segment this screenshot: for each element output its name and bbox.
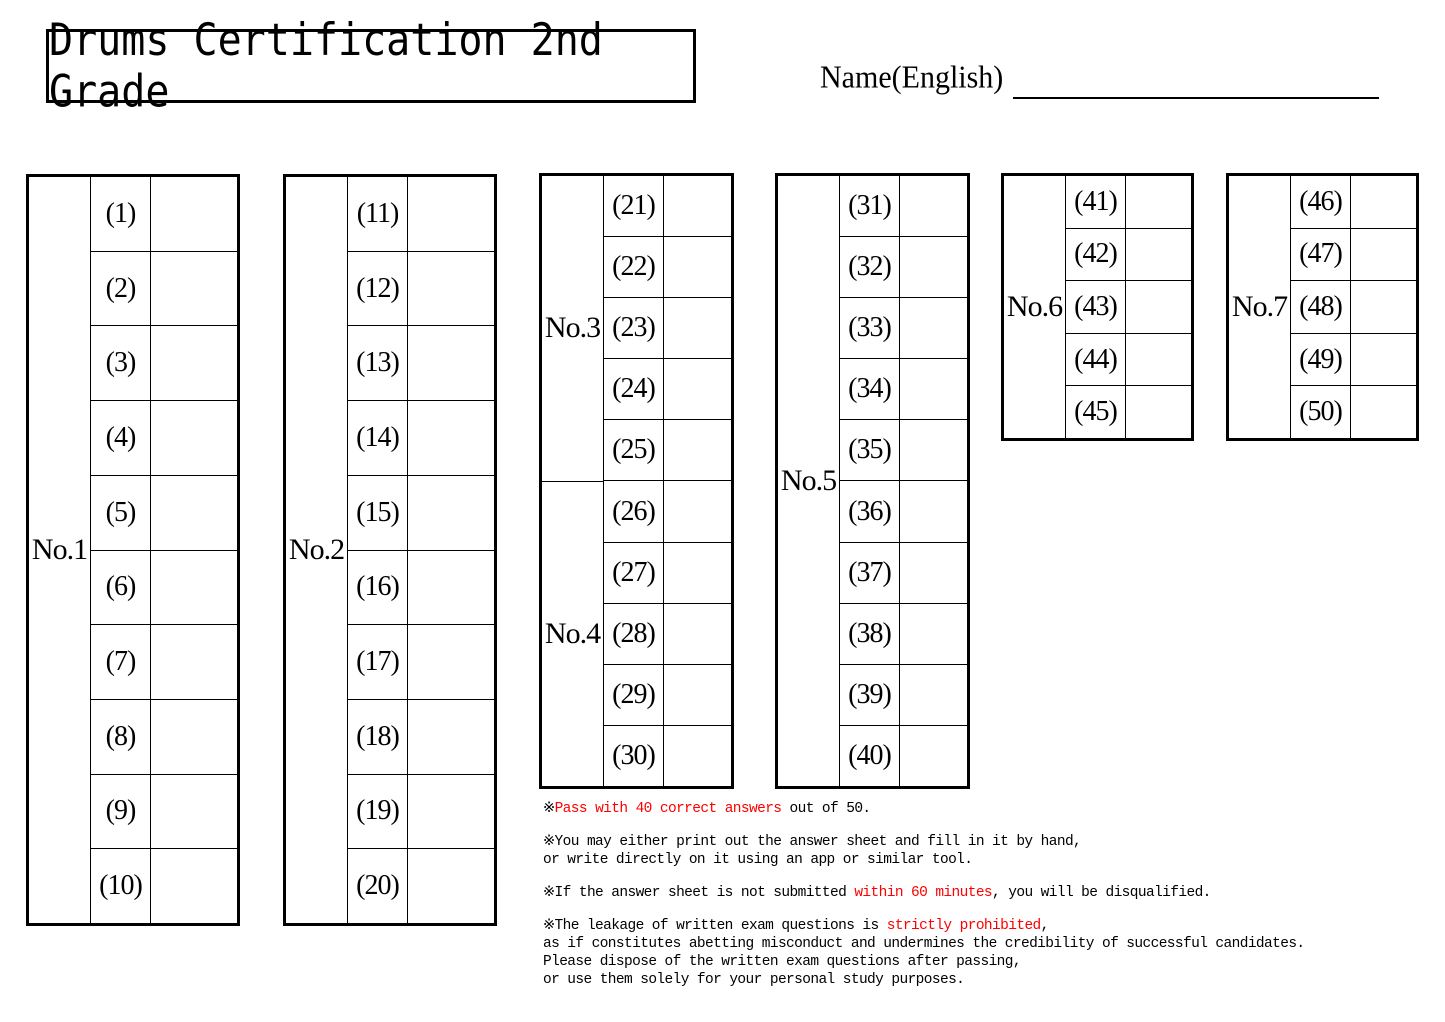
- answer-box[interactable]: [664, 481, 731, 541]
- question-number: (10): [91, 849, 151, 923]
- question-row: [1291, 333, 1416, 386]
- answer-box[interactable]: [1126, 229, 1191, 281]
- question-number: (21): [604, 176, 664, 236]
- question-number: (4): [91, 401, 151, 475]
- note-time-suffix: , you will be disqualified.: [992, 885, 1211, 901]
- answer-box[interactable]: [1351, 281, 1416, 333]
- answer-block: [775, 173, 970, 789]
- note-time-prefix: ※If the answer sheet is not submitted: [543, 885, 855, 901]
- answer-box[interactable]: [1351, 176, 1416, 228]
- question-number: (5): [91, 476, 151, 550]
- answer-box[interactable]: [664, 176, 731, 236]
- note-leak: [543, 917, 1423, 989]
- answer-box[interactable]: [151, 401, 237, 475]
- answer-box[interactable]: [151, 551, 237, 625]
- answer-box[interactable]: [900, 604, 967, 664]
- answer-box[interactable]: [151, 326, 237, 400]
- question-number: (46): [1291, 176, 1351, 228]
- question-number: (50): [1291, 386, 1351, 438]
- question-row: [840, 603, 967, 664]
- answer-box[interactable]: [408, 700, 494, 774]
- question-number: (34): [840, 359, 900, 419]
- answer-box[interactable]: [1126, 176, 1191, 228]
- answer-box[interactable]: [664, 726, 731, 786]
- question-number: (35): [840, 420, 900, 480]
- question-row: [91, 774, 237, 849]
- group-label: No.2: [288, 533, 345, 566]
- group-label: No.3: [544, 311, 601, 345]
- question-number: (28): [604, 604, 664, 664]
- question-row: [348, 624, 494, 699]
- answer-block: [1001, 173, 1194, 441]
- note-pass-highlight: Pass with 40 correct answers: [554, 801, 782, 817]
- answer-box[interactable]: [408, 849, 494, 923]
- answer-box[interactable]: [151, 252, 237, 326]
- answer-box[interactable]: [664, 543, 731, 603]
- question-number: (7): [91, 625, 151, 699]
- question-number: (39): [840, 665, 900, 725]
- answer-box[interactable]: [1126, 281, 1191, 333]
- question-rows: [840, 176, 967, 786]
- group-label: No.1: [31, 533, 88, 566]
- question-number: (40): [840, 726, 900, 786]
- question-row: [91, 624, 237, 699]
- answer-box[interactable]: [1126, 334, 1191, 386]
- answer-box[interactable]: [151, 177, 237, 251]
- question-row: [348, 400, 494, 475]
- question-number: (17): [348, 625, 408, 699]
- answer-box[interactable]: [900, 665, 967, 725]
- group-label: No.5: [780, 464, 837, 497]
- answer-box[interactable]: [151, 700, 237, 774]
- question-number: (38): [840, 604, 900, 664]
- question-number: (26): [604, 481, 664, 541]
- question-row: [604, 603, 731, 664]
- answer-box[interactable]: [664, 604, 731, 664]
- note-leak-prefix: ※The leakage of written exam questions is: [543, 918, 887, 934]
- question-row: [348, 774, 494, 849]
- answer-box[interactable]: [900, 543, 967, 603]
- question-row: [348, 848, 494, 923]
- question-number: (6): [91, 551, 151, 625]
- question-number: (19): [348, 775, 408, 849]
- question-number: (9): [91, 775, 151, 849]
- sheet-title-text: Drums Certification 2nd Grade: [49, 14, 603, 118]
- note-pass: [543, 800, 1423, 818]
- question-number: (41): [1066, 176, 1126, 228]
- question-row: [1066, 176, 1191, 228]
- question-rows: [1291, 176, 1416, 438]
- answer-box[interactable]: [408, 551, 494, 625]
- question-row: [840, 176, 967, 236]
- question-number: (42): [1066, 229, 1126, 281]
- question-row: [1066, 280, 1191, 333]
- answer-box[interactable]: [900, 176, 967, 236]
- answer-box[interactable]: [664, 665, 731, 725]
- question-rows: [348, 177, 494, 923]
- question-row: [840, 297, 967, 358]
- answer-box[interactable]: [900, 298, 967, 358]
- answer-box[interactable]: [664, 298, 731, 358]
- answer-box[interactable]: [151, 625, 237, 699]
- answer-box[interactable]: [664, 237, 731, 297]
- group-column: [1004, 176, 1066, 438]
- question-number: (1): [91, 177, 151, 251]
- question-row: [91, 699, 237, 774]
- answer-box[interactable]: [408, 326, 494, 400]
- question-row: [604, 297, 731, 358]
- question-number: (48): [1291, 281, 1351, 333]
- answer-box[interactable]: [408, 775, 494, 849]
- answer-block: [539, 173, 734, 789]
- question-row: [840, 725, 967, 786]
- question-rows: [1066, 176, 1191, 438]
- sheet-title: [46, 14, 696, 118]
- answer-block: [1226, 173, 1419, 441]
- question-row: [604, 236, 731, 297]
- question-row: [840, 542, 967, 603]
- question-row: [1291, 176, 1416, 228]
- group-label: No.4: [542, 481, 603, 787]
- answer-box[interactable]: [900, 420, 967, 480]
- question-number: (8): [91, 700, 151, 774]
- question-row: [91, 848, 237, 923]
- answer-box[interactable]: [1351, 229, 1416, 281]
- note-time-highlight: within 60 minutes: [854, 885, 993, 901]
- question-number: (23): [604, 298, 664, 358]
- question-row: [91, 475, 237, 550]
- question-rows: [91, 177, 237, 923]
- note-time: [543, 884, 1423, 902]
- answer-box[interactable]: [408, 476, 494, 550]
- question-row: [840, 419, 967, 480]
- question-row: [91, 550, 237, 625]
- question-number: (33): [840, 298, 900, 358]
- answer-box[interactable]: [408, 401, 494, 475]
- question-number: (44): [1066, 334, 1126, 386]
- question-number: (37): [840, 543, 900, 603]
- note-leak-line3: Please dispose of the written exam questions after passing,: [543, 954, 1021, 970]
- question-number: (49): [1291, 334, 1351, 386]
- note-pass-prefix: ※: [543, 801, 555, 817]
- question-row: [604, 542, 731, 603]
- question-row: [604, 725, 731, 786]
- answer-box[interactable]: [900, 237, 967, 297]
- question-row: [604, 419, 731, 480]
- question-row: [840, 664, 967, 725]
- note-print-line2: or write directly on it using an app or similar tool.: [543, 852, 973, 868]
- question-row: [1291, 228, 1416, 281]
- answer-box[interactable]: [151, 849, 237, 923]
- question-row: [1066, 228, 1191, 281]
- question-number: (25): [604, 420, 664, 480]
- question-row: [1066, 333, 1191, 386]
- instructions: [543, 800, 1423, 1004]
- question-number: (43): [1066, 281, 1126, 333]
- question-number: (22): [604, 237, 664, 297]
- question-row: [1291, 385, 1416, 438]
- answer-box[interactable]: [151, 476, 237, 550]
- answer-box[interactable]: [1126, 386, 1191, 438]
- name-input-line[interactable]: [1013, 97, 1379, 99]
- note-print-line1: ※You may either print out the answer sheet and fill in it by hand,: [543, 834, 1082, 850]
- note-pass-suffix: out of 50.: [781, 801, 871, 817]
- question-row: [91, 251, 237, 326]
- group-column: [29, 177, 91, 923]
- question-number: (14): [348, 401, 408, 475]
- group-label: No.6: [1006, 290, 1063, 323]
- answer-block: [283, 174, 497, 926]
- question-row: [91, 177, 237, 251]
- group-label: No.7: [1231, 290, 1288, 323]
- question-number: (36): [840, 481, 900, 541]
- question-number: (47): [1291, 229, 1351, 281]
- question-number: (15): [348, 476, 408, 550]
- question-row: [840, 236, 967, 297]
- question-number: (27): [604, 543, 664, 603]
- question-number: (16): [348, 551, 408, 625]
- question-row: [604, 358, 731, 419]
- question-number: (12): [348, 252, 408, 326]
- question-number: (20): [348, 849, 408, 923]
- question-row: [604, 480, 731, 541]
- answer-box[interactable]: [408, 252, 494, 326]
- answer-box[interactable]: [900, 726, 967, 786]
- note-leak-line4: or use them solely for your personal study purposes.: [543, 972, 965, 988]
- question-row: [604, 664, 731, 725]
- question-row: [91, 400, 237, 475]
- name-label: Name(English): [820, 60, 1004, 95]
- question-number: (3): [91, 326, 151, 400]
- group-column: [286, 177, 348, 923]
- question-number: (11): [348, 177, 408, 251]
- group-column: [542, 176, 604, 786]
- question-number: (2): [91, 252, 151, 326]
- answer-block: [26, 174, 240, 926]
- question-row: [348, 251, 494, 326]
- question-number: (18): [348, 700, 408, 774]
- question-row: [840, 358, 967, 419]
- question-row: [840, 480, 967, 541]
- question-number: (30): [604, 726, 664, 786]
- question-row: [348, 325, 494, 400]
- note-leak-line2: as if constitutes abetting misconduct and undermines the credibility of successful candidates.: [543, 936, 1305, 952]
- question-row: [604, 176, 731, 236]
- question-row: [348, 550, 494, 625]
- answer-box[interactable]: [664, 359, 731, 419]
- question-rows: [604, 176, 731, 786]
- question-number: (29): [604, 665, 664, 725]
- group-column: [778, 176, 840, 786]
- answer-box[interactable]: [151, 775, 237, 849]
- question-row: [1066, 385, 1191, 438]
- answer-box[interactable]: [664, 420, 731, 480]
- question-row: [1291, 280, 1416, 333]
- answer-box[interactable]: [1351, 334, 1416, 386]
- question-row: [348, 177, 494, 251]
- note-leak-highlight: strictly prohibited: [886, 918, 1041, 934]
- answer-box[interactable]: [900, 481, 967, 541]
- answer-box[interactable]: [408, 625, 494, 699]
- question-number: (24): [604, 359, 664, 419]
- group-column: [1229, 176, 1291, 438]
- question-number: (32): [840, 237, 900, 297]
- question-number: (13): [348, 326, 408, 400]
- question-row: [348, 699, 494, 774]
- note-leak-suffix: ,: [1040, 918, 1049, 934]
- note-print: [543, 833, 1423, 869]
- question-row: [348, 475, 494, 550]
- question-number: (45): [1066, 386, 1126, 438]
- answer-box[interactable]: [900, 359, 967, 419]
- question-number: (31): [840, 176, 900, 236]
- answer-box[interactable]: [408, 177, 494, 251]
- answer-box[interactable]: [1351, 386, 1416, 438]
- question-row: [91, 325, 237, 400]
